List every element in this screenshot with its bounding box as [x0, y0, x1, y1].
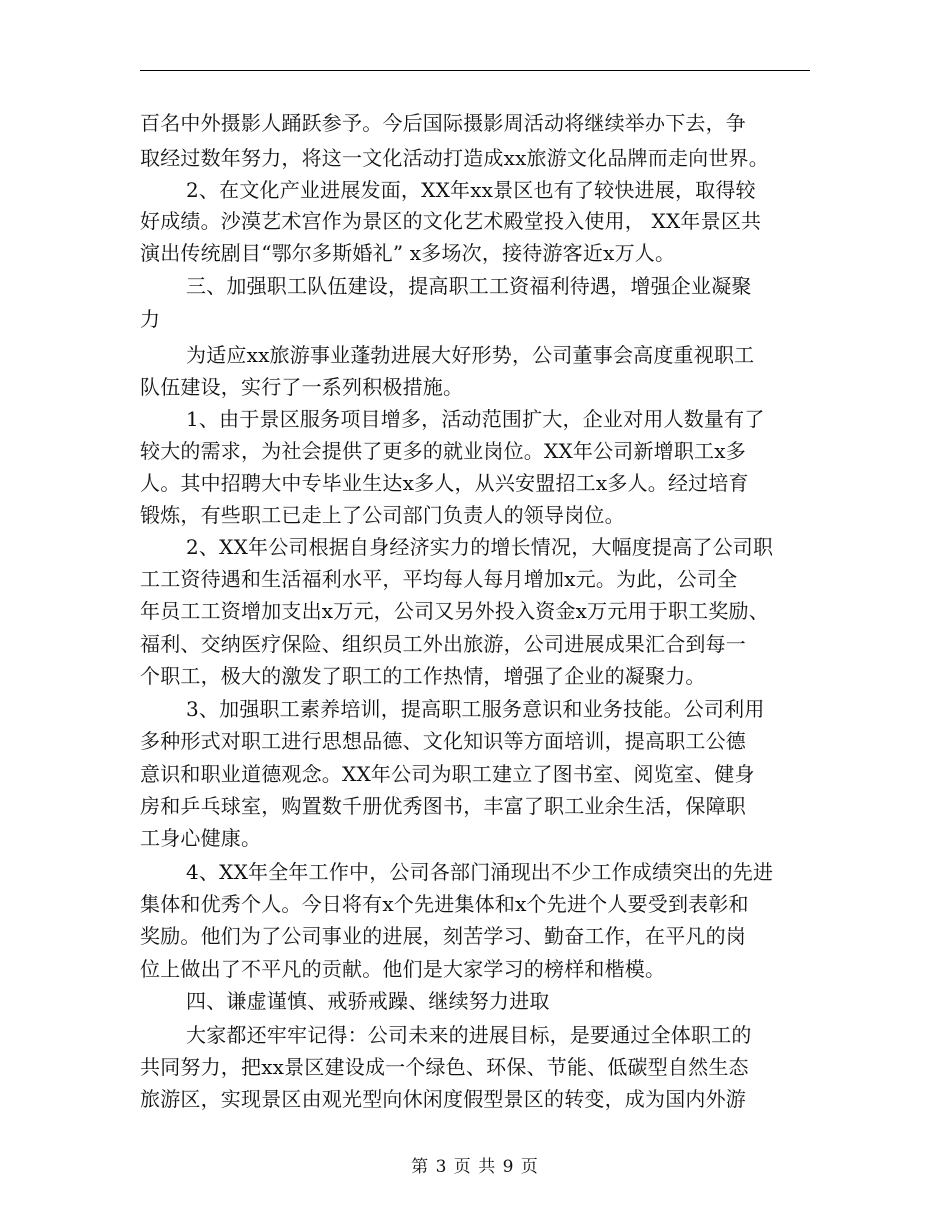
- body-line: 意识和职业道德观念。XX年公司为职工建立了图书室、阅览室、健身: [140, 762, 755, 786]
- body-line: 演出传统剧目“鄂尔多斯婚礼” x多场次，接待游客近x万人。: [140, 241, 676, 265]
- body-line: 工工资待遇和生活福利水平，平均每人每月增加x元。为此，公司全: [140, 567, 738, 591]
- body-line: 4、XX年全年工作中，公司各部门涌现出不少工作成绩突出的先进: [186, 860, 774, 884]
- body-line: 集体和优秀个人。今日将有x个先进集体和x个先进个人要受到表彰和: [140, 892, 749, 916]
- section-heading: 四、谦虚谨慎、戒骄戒躁、继续努力进取: [186, 989, 550, 1013]
- body-line: 百名中外摄影人踊跃参予。今后国际摄影周活动将继续举办下去，争: [140, 111, 746, 135]
- body-line: 福利、交纳医疗保险、组织员工外出旅游，公司进展成果汇合到每一: [140, 632, 746, 656]
- body-line: 为适应xx旅游事业蓬勃进展大好形势，公司董事会高度重视职工: [186, 343, 755, 367]
- body-line: 3、加强职工素养培训，提高职工服务意识和业务技能。公司利用: [186, 697, 765, 721]
- body-line: 旅游区，实现景区由观光型向休闲度假型景区的转变，成为国内外游: [140, 1087, 746, 1111]
- body-line: 工身心健康。: [140, 826, 262, 850]
- body-line: 队伍建设，实行了一系列积极措施。: [140, 375, 464, 399]
- body-line: 1、由于景区服务项目增多，活动范围扩大，企业对用人数量有了: [186, 407, 765, 431]
- body-line: 位上做出了不平凡的贡献。他们是大家学习的榜样和楷模。: [140, 957, 666, 981]
- body-line: 共同努力，把xx景区建设成一个绿色、环保、节能、低碳型自然生态: [140, 1055, 749, 1079]
- body-line: 取经过数年努力，将这一文化活动打造成xx旅游文化品牌而走向世界。: [140, 146, 769, 170]
- body-line: 个职工，极大的激发了职工的工作热情，增强了企业的凝聚力。: [140, 664, 706, 688]
- body-line: 年员工工资增加支出x万元，公司又另外投入资金x万元用于职工奖励、: [140, 599, 769, 623]
- body-line: 大家都还牢牢记得：公司未来的进展目标，是要通过全体职工的: [186, 1023, 752, 1047]
- body-line: 人。其中招聘大中专毕业生达x多人，从兴安盟招工x多人。经过培育: [140, 471, 749, 495]
- section-heading: 力: [140, 307, 161, 331]
- body-line: 多种形式对职工进行思想品德、文化知识等方面培训，提高职工公德: [140, 729, 746, 753]
- body-line: 好成绩。沙漠艺术宫作为景区的文化艺术殿堂投入使用， XX年景区共: [140, 209, 762, 233]
- body-line: 较大的需求，为社会提供了更多的就业岗位。XX年公司新增职工x多: [140, 439, 746, 463]
- body-line: 锻炼，有些职工已走上了公司部门负责人的领导岗位。: [140, 503, 625, 527]
- section-heading: 三、加强职工队伍建设，提高职工工资福利待遇，增强企业凝聚: [186, 274, 752, 298]
- page-number: 第 3 页 共 9 页: [411, 1157, 539, 1177]
- body-line: 2、在文化产业进展发面，XX年xx景区也有了较快进展，取得较: [186, 178, 756, 202]
- body-line: 奖励。他们为了公司事业的进展，刻苦学习、勤奋工作，在平凡的岗: [140, 924, 746, 948]
- body-line: 2、XX年公司根据自身经济实力的增长情况，大幅度提高了公司职: [186, 535, 774, 559]
- body-line: 房和乒乓球室，购置数千册优秀图书，丰富了职工业余生活，保障职: [140, 794, 746, 818]
